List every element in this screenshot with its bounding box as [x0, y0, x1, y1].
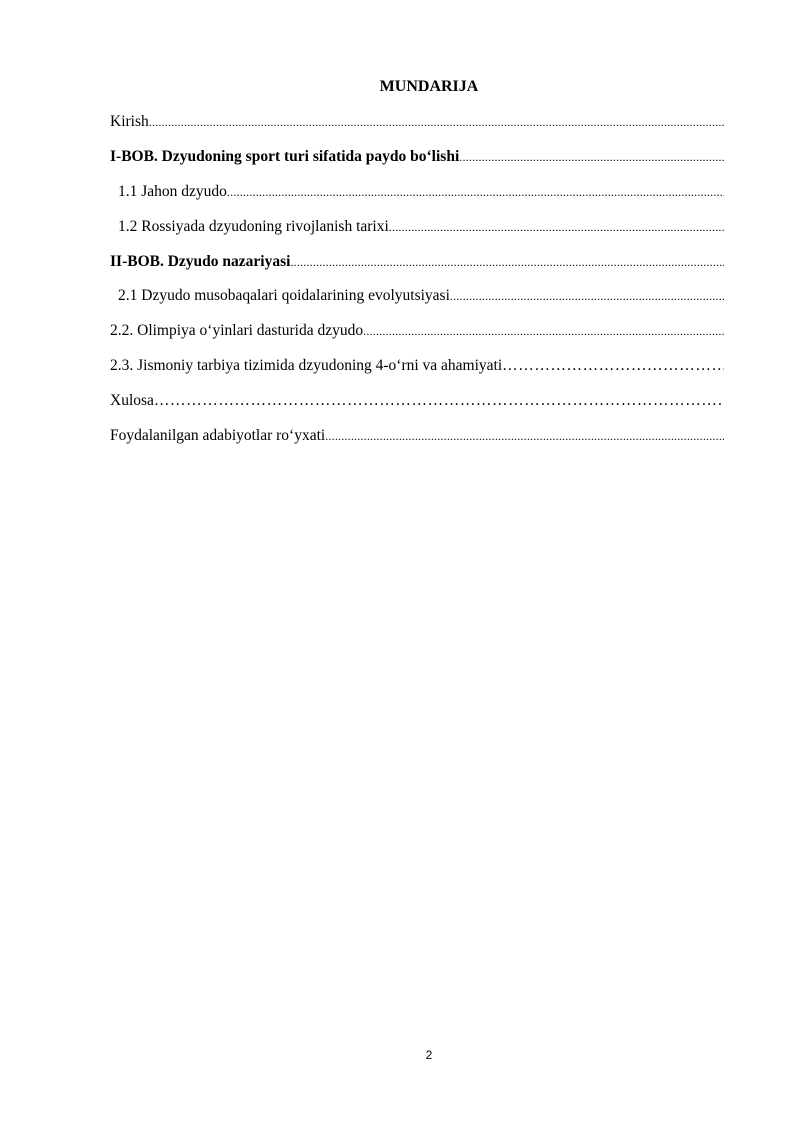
toc-entry-text: Kirish: [110, 113, 149, 130]
table-of-contents: [110, 112, 724, 461]
toc-dot-leader: [450, 286, 724, 306]
toc-entry-2-2: [110, 321, 724, 356]
toc-entry-text: II-BOB. Dzyudo nazariyasi: [110, 252, 291, 270]
toc-entry-1-1: [110, 182, 724, 217]
toc-entry-chapter-2: [110, 252, 724, 287]
toc-entry-xulosa: [110, 391, 724, 426]
toc-entry-text: Foydalanilgan adabiyotlar ro‘yxati: [110, 427, 326, 445]
toc-entry-references: [110, 426, 724, 461]
toc-entry-text: 2.1 Dzyudo musobaqalari qoidalarining evolyutsiyasi: [118, 287, 450, 305]
toc-entry-chapter-1: [110, 147, 724, 182]
toc-dot-leader: [290, 252, 724, 272]
toc-entry-kirish: [110, 112, 724, 147]
toc-ellipsis-leader: [154, 391, 724, 411]
toc-dot-leader: [459, 147, 724, 167]
toc-dot-leader: [389, 217, 724, 237]
toc-entry-text: I-BOB. Dzyudoning sport turi sifatida paydo bo‘lishi: [110, 147, 460, 165]
toc-dot-leader: [149, 112, 724, 132]
toc-entry-2-1: [110, 286, 724, 321]
toc-entry-text: 1.2 Rossiyada dzyudoning rivojlanish tarixi: [118, 217, 389, 235]
toc-ellipsis-leader: [502, 356, 724, 376]
toc-entry-2-3: [110, 356, 724, 391]
toc-dot-leader: [325, 426, 724, 446]
toc-entry-text: Xulosa: [110, 392, 154, 410]
page-number: 2: [425, 1048, 433, 1062]
toc-entry-text: 2.3. Jismoniy tarbiya tizimida dzyudoning 4-o‘rni va ahamiyati: [110, 357, 503, 375]
toc-entry-text: 2.2. Olimpiya o‘yinlari dasturida dzyudo: [110, 322, 364, 340]
toc-dot-leader: [227, 182, 724, 202]
toc-dot-leader: [363, 321, 724, 341]
toc-entry-text: 1.1 Jahon dzyudo: [118, 182, 227, 200]
toc-title: MUNDARIJA: [379, 78, 479, 95]
toc-entry-1-2: [110, 217, 724, 252]
